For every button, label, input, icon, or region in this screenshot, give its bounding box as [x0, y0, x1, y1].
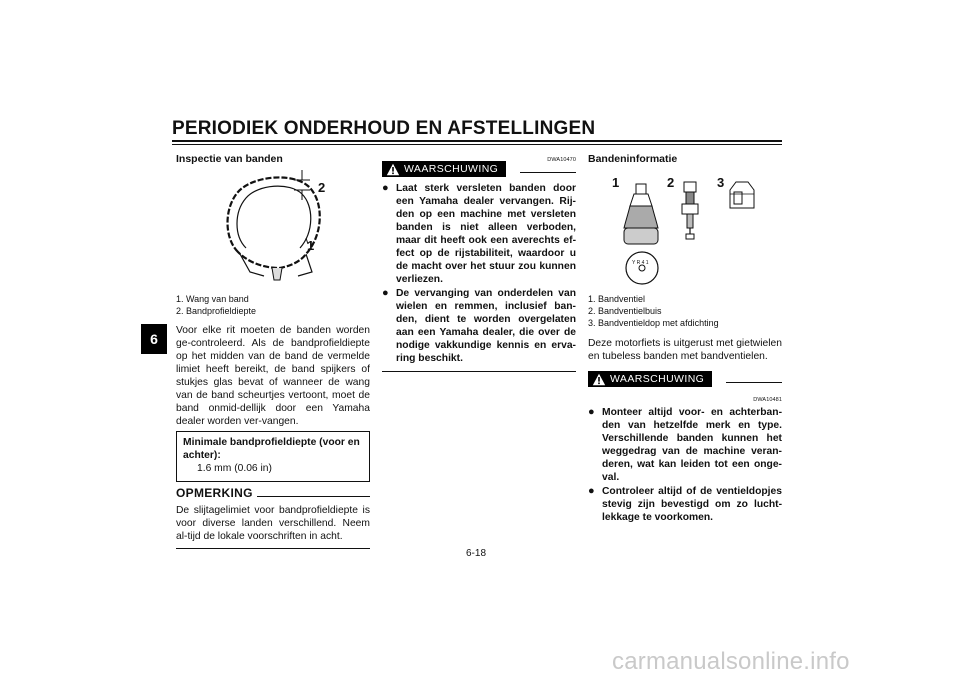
warning-code: DWA10481: [753, 397, 782, 403]
section-heading: Inspectie van banden: [176, 153, 283, 165]
watermark: carmanualsonline.info: [612, 648, 850, 675]
warning-bullets: [588, 406, 782, 524]
valve-label-3: 3: [717, 175, 725, 190]
spec-value: 1.6 mm (0.06 in): [197, 463, 272, 474]
warning-header-rule: [726, 382, 782, 383]
note-header: [176, 487, 370, 500]
warning-bullet-text: Laat sterk versleten banden door een Yamaha dealer vervangen. Rij-den op een machine met versleten banden is niet alleen verboden, maar dit heeft ook een averechts ef-fect op de rijstabiliteit, waardoor u de macht over het stuur zou kunnen verliezen.: [396, 183, 576, 285]
section-heading: Bandeninformatie: [588, 153, 678, 165]
caption-3: 3. Bandventieldop met afdichting: [588, 318, 719, 328]
page-title: PERIODIEK ONDERHOUD EN AFSTELLINGEN: [172, 118, 596, 139]
warning-bullets: [382, 182, 576, 365]
figure-label-1: 1: [307, 238, 315, 253]
note-block: [176, 487, 370, 549]
warning-label: WAARSCHUWING: [404, 162, 499, 175]
caption-2: 2. Bandprofieldiepte: [176, 306, 257, 316]
note-label: OPMERKING: [176, 486, 253, 500]
inspection-body-text: Voor elke rit moeten de banden worden ge-controleerd. Als de bandprofieldiepte op het midden van de band de vermelde limiet heeft bereikt, de band spijkers of stukjes glas bevat of wanneer de wang van de band scheurtjes vertoont, moet de band onmid-dellijk door een Yamaha dealer worden ver-vangen.: [176, 325, 370, 427]
warning-code: DWA10470: [547, 157, 576, 163]
bullet-dot-icon: ●: [382, 182, 389, 194]
warning-badge: [382, 161, 506, 177]
warning-bullet-text: Monteer altijd voor- en achterban-den van hetzelfde merk en type. Verschillende banden kunnen het weggedrag van de machine veran-deren, wat kan leiden tot een onge-val.: [602, 407, 782, 483]
caption-1: 1. Wang van band: [176, 294, 249, 304]
valve-figure-captions: [588, 293, 782, 329]
bullet-dot-icon: ●: [382, 287, 389, 299]
warning-bullet: [588, 485, 782, 524]
warning-triangle-icon: [592, 373, 606, 386]
tire-info-column: [588, 153, 782, 166]
title-rule: [172, 140, 782, 142]
warning-header: [588, 370, 782, 403]
valve-label-2: 2: [667, 175, 675, 190]
warning-header-rule: [520, 172, 576, 173]
tire-figure-captions: [176, 293, 370, 317]
page-number: 6-18: [466, 548, 487, 559]
note-end-rule: [176, 548, 370, 549]
warning-bullet: [588, 406, 782, 484]
warning-column: [382, 157, 576, 372]
spec-label: Minimale bandprofieldiepte (voor en achter):: [183, 437, 360, 461]
valve-label-1: 1: [612, 175, 620, 190]
warning-label: WAARSCHUWING: [610, 372, 705, 385]
bullet-dot-icon: ●: [588, 406, 595, 418]
valve-parts-illustration: [612, 172, 772, 296]
title-rule-thin: [172, 144, 782, 145]
note-body: De slijtagelimiet voor bandprofieldiepte is voor diverse landen verschillend. Neem al-tijd de lokale voorschriften in acht.: [176, 505, 370, 542]
caption-2: 2. Bandventielbuis: [588, 306, 662, 316]
warning-end-rule: [382, 371, 576, 372]
warning-triangle-icon: [386, 163, 400, 176]
caption-1: 1. Bandventiel: [588, 294, 646, 304]
bullet-dot-icon: ●: [588, 485, 595, 497]
warning-block-2: [588, 370, 782, 524]
warning-badge: [588, 371, 712, 387]
warning-bullet-text: De vervanging van onderdelen van wielen en remmen, inclusief ban-den, dient te worden overgelaten aan een Yamaha dealer, die over de nodige vakkundige kennis en erva-ring beschikt.: [396, 288, 576, 364]
note-header-rule: [257, 496, 370, 497]
warning-bullet: [382, 182, 576, 286]
warning-header: [382, 157, 576, 178]
svg-text:Y R 4 1: Y R 4 1: [632, 260, 649, 266]
tread-depth-spec-box: [176, 431, 370, 482]
chapter-tab: 6: [141, 324, 167, 354]
warning-bullet-text: Controleer altijd of de ventieldopjes stevig zijn bevestigd om zo lucht-lekkage te voorkomen.: [602, 486, 782, 523]
tire-inspection-column: [176, 153, 370, 166]
tire-info-body-text: Deze motorfiets is uitgerust met gietwielen en tubeless banden met bandventielen.: [588, 338, 782, 362]
warning-bullet: [382, 287, 576, 365]
figure-label-2: 2: [318, 180, 326, 195]
